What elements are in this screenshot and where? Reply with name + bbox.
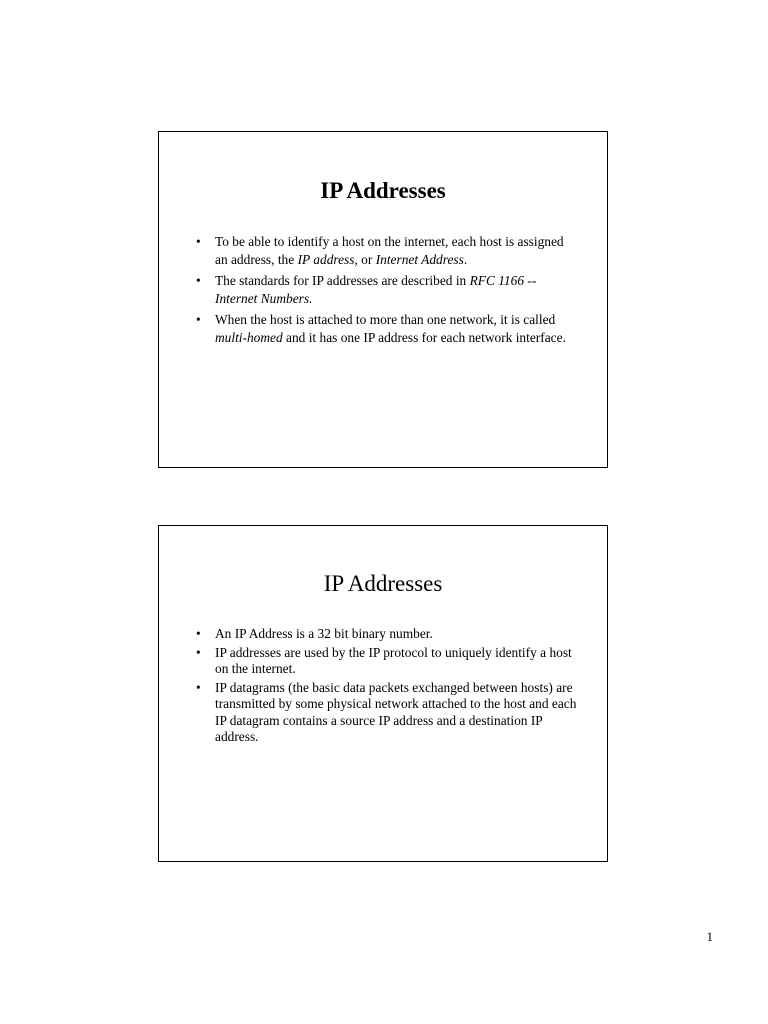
term-internet-address: Internet Address	[375, 251, 464, 267]
bullet-text: IP addresses are used by the IP protocol to uniquely identify a host on the internet.	[215, 644, 572, 676]
list-item	[196, 680, 579, 746]
slide-2	[158, 525, 608, 862]
bullet-text: When the host is attached to more than one network, it is called	[215, 312, 556, 327]
bullet-icon: •	[196, 644, 201, 660]
bullet-icon: •	[196, 312, 201, 327]
slide-2-title: IP Addresses	[323, 571, 443, 596]
slide-1	[158, 131, 608, 468]
list-item	[196, 233, 579, 268]
list-item	[196, 272, 579, 307]
term-ip-address: IP address	[297, 251, 355, 267]
bullet-icon: •	[196, 679, 201, 695]
bullet-text: To be able to identify a host on the internet, each host is assigned an address, the	[215, 234, 564, 267]
bullet-text: An IP Address is a 32 bit binary number.	[215, 626, 433, 641]
list-item	[196, 311, 579, 346]
page-number: 1	[706, 929, 713, 944]
term-rfc-1166: RFC 1166 -- Internet Numbers.	[215, 273, 537, 306]
slide-2-bullet-list	[196, 626, 579, 748]
list-item	[196, 626, 579, 643]
slide-1-bullet-list	[196, 233, 579, 350]
bullet-text: The standards for IP addresses are described in	[215, 273, 470, 288]
slide-1-title: IP Addresses	[320, 178, 446, 203]
bullet-text: .	[463, 251, 468, 267]
bullet-icon: •	[196, 273, 201, 288]
bullet-icon: •	[196, 626, 201, 641]
bullet-text: IP datagrams (the basic data packets exchanged between hosts) are transmitted by some physical network attached to the host and each IP datagram contains a source IP address and a destination IP address.	[215, 679, 577, 744]
bullet-text: , or	[354, 251, 376, 267]
list-item	[196, 645, 579, 678]
bullet-icon: •	[196, 234, 201, 249]
term-multi-homed: multi-homed	[215, 329, 283, 345]
bullet-text: and it has one IP address for each network interface.	[282, 329, 566, 345]
